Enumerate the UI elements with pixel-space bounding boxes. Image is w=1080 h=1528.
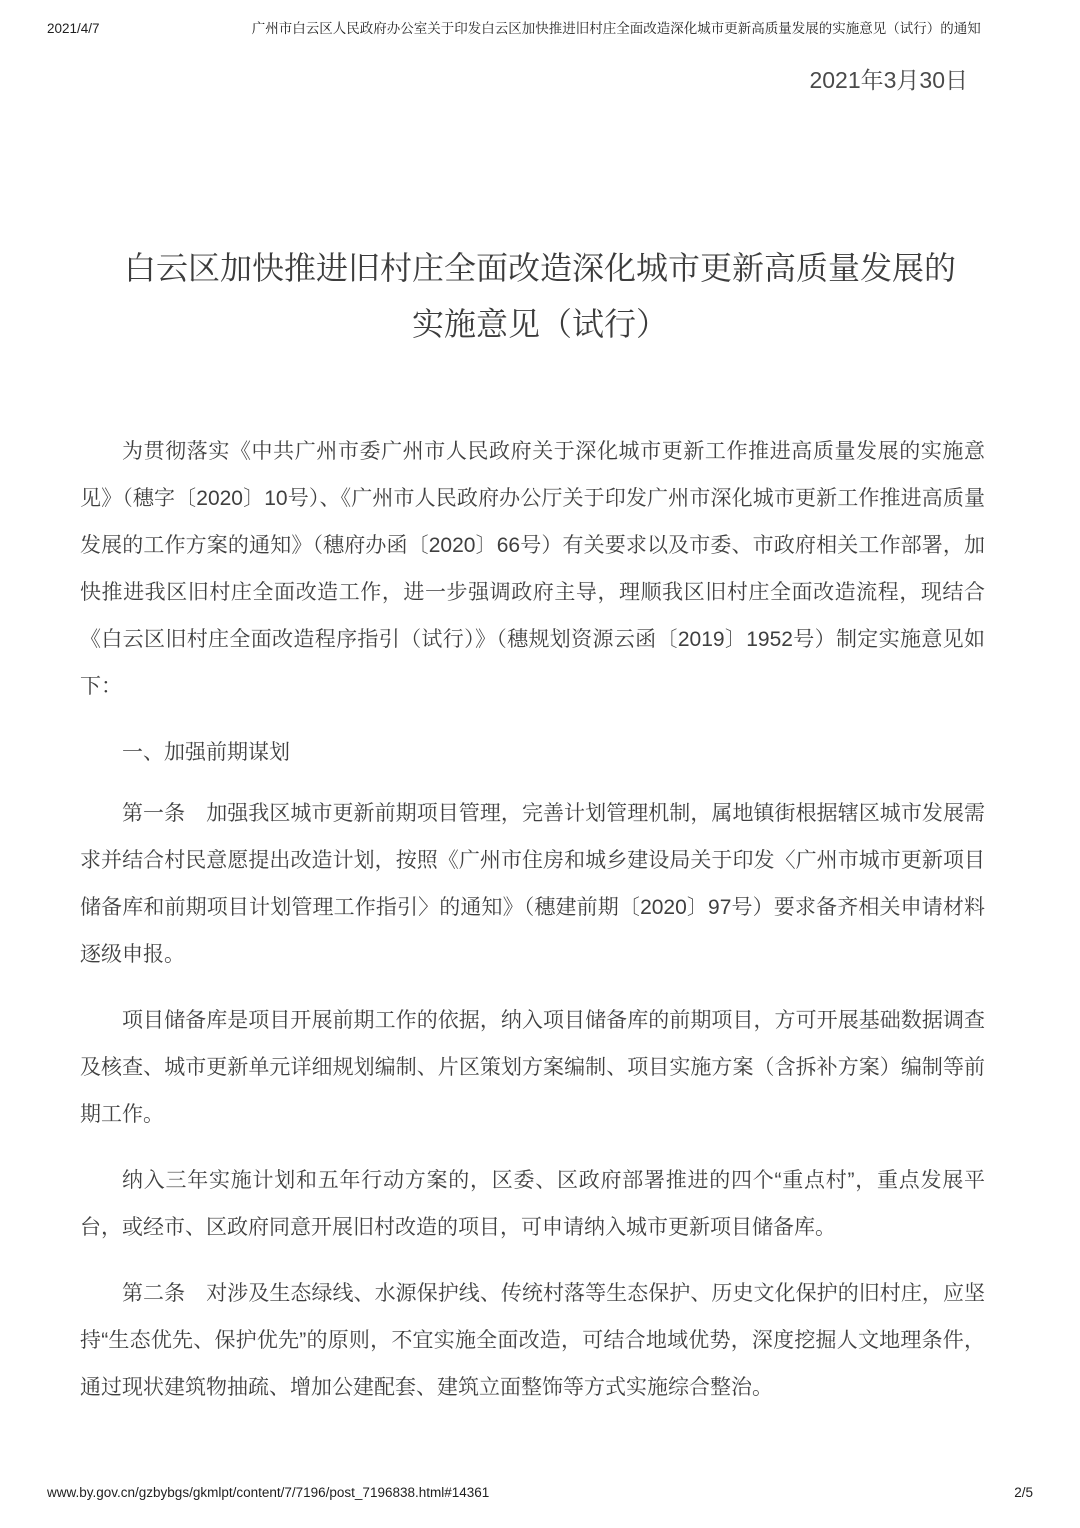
paragraph-key-villages: 纳入三年实施计划和五年行动方案的，区委、区政府部署推进的四个“重点村”，重点发展平台，或经市、区政府同意开展旧村改造的项目，可申请纳入城市更新项目储备库。 (80, 1169, 985, 1239)
print-footer-url: www.by.gov.cn/gzbybgs/gkmlpt/content/7/7196/post_7196838.html#14361 (47, 1485, 490, 1500)
paragraph-article-1: 第一条 加强我区城市更新前期项目管理，完善计划管理机制，属地镇街根据辖区城市发展需求并结合村民意愿提出改造计划，按照《广州市住房和城乡建设局关于印发〈广州市城市更新项目储备库和前期项目计划管理工作指引〉的通知》（穗建前期〔2020〕97号）要求备齐相关申请材料逐级申报。 (80, 802, 985, 966)
paragraph-article-2: 第二条 对涉及生态绿线、水源保护线、传统村落等生态保护、历史文化保护的旧村庄，应坚持“生态优先、保护优先”的原则，不宜实施全面改造，可结合地域优势，深度挖掘人文地理条件，通过现状建筑物抽疏、增加公建配套、建筑立面整饰等方式实施综合整治。 (80, 1282, 985, 1399)
print-header-doc-name: 广州市白云区人民政府办公室关于印发白云区加快推进旧村庄全面改造深化城市更新高质量发展的实施意见（试行）的通知 (251, 21, 981, 36)
print-footer (47, 1485, 1033, 1500)
paragraph-reserve-library: 项目储备库是项目开展前期工作的依据，纳入项目储备库的前期项目，方可开展基础数据调查及核查、城市更新单元详细规划编制、片区策划方案编制、项目实施方案（含拆补方案）编制等前期工作。 (80, 1009, 985, 1126)
document-title-line1: 白云区加快推进旧村庄全面改造深化城市更新高质量发展的 (123, 250, 956, 286)
document-issue-date: 2021年3月30日 (809, 67, 968, 93)
section-heading: 一、加强前期谋划 (122, 741, 290, 764)
document-title-line2: 实施意见（试行） (411, 306, 668, 342)
print-header-date: 2021/4/7 (47, 21, 100, 36)
paragraph-intro: 为贯彻落实《中共广州市委广州市人民政府关于深化城市更新工作推进高质量发展的实施意见》（穗字〔2020〕10号）、《广州市人民政府办公厅关于印发广州市深化城市更新工作推进高质量发展的工作方案的通知》（穗府办函〔2020〕66号）有关要求以及市委、市政府相关工作部署，加快推进我区旧村庄全面改造工作，进一步强调政府主导，理顺我区旧村庄全面改造流程，现结合《白云区旧村庄全面改造程序指引（试行）》（穗规划资源云函〔2019〕1952号）制定实施意见如下： (80, 440, 985, 698)
print-footer-page-number: 2/5 (1014, 1485, 1033, 1500)
document-title (60, 240, 1020, 352)
document-body (80, 428, 985, 1430)
print-header (47, 20, 1033, 38)
